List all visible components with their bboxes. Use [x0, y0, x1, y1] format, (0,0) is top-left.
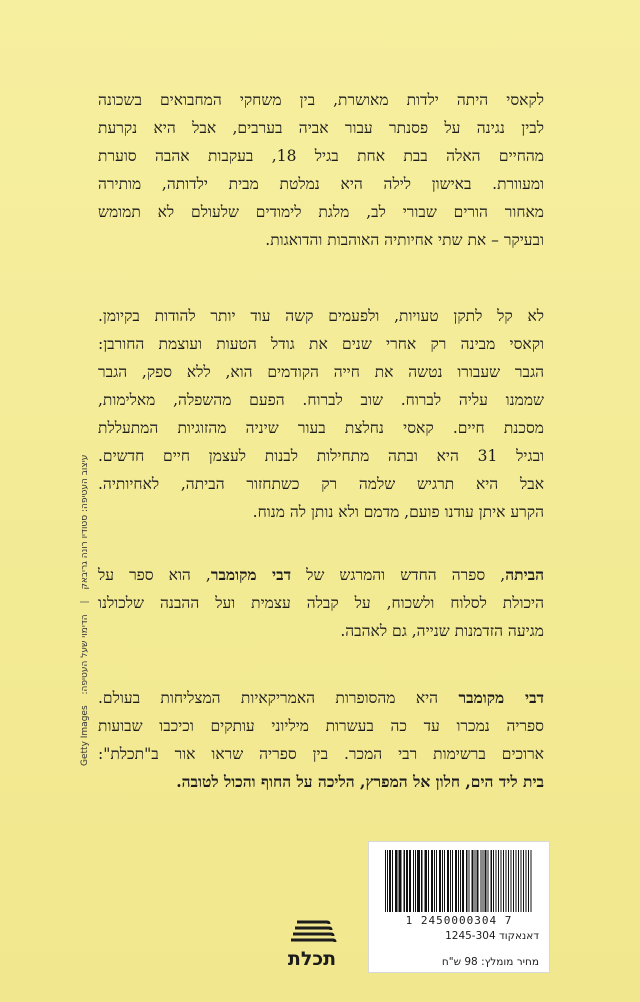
barcode-bar — [434, 850, 435, 912]
barcode-bar — [528, 850, 529, 912]
barcode-bar — [508, 850, 509, 912]
other-titles-bold — [98, 768, 544, 796]
synopsis-paragraph-1 — [98, 86, 544, 254]
cover-image-credit: הדימוי שעל העטיפה: — [80, 614, 90, 695]
text-line: ומעוורת. באישון לילה היא נמלטת מבית ילדותה, מותירה — [98, 175, 544, 193]
barcode-bar — [488, 850, 489, 912]
synopsis-paragraph-2 — [98, 302, 544, 526]
text-line: ספריה נמכרו עד כה בעשרות מיליוני עותקים וכיכבו שבועות — [98, 717, 544, 735]
text-line: מהחיים האלה בבת אחת בגיל 18, בעקבות אהבה סוערת — [98, 147, 544, 165]
barcode-number: 1 2450000304 7 — [405, 914, 513, 927]
text-line: הגבר שעבורו נטשה את חייה הקודמים הוא, ללא ספק, הגבר — [98, 363, 544, 381]
barcode-bar — [404, 850, 406, 912]
barcode-title-code: דאנאקוד 1245-304 — [445, 930, 539, 942]
text-line: לבין נגינה על פסנתר עבור אביה בערבים, אבל היא נקרעת — [98, 119, 544, 137]
barcode-bar — [481, 850, 482, 912]
text-line: וקאסי מבינה רק אחרי שנים את גודל הטעות ועוצמת החורבן: — [98, 335, 544, 353]
text-line: מאחור הורים שבורי לב, מלגת לימודים שלעולם לא תמומש — [98, 203, 544, 221]
barcode-sticker — [368, 841, 550, 973]
book-titles-list: בית ליד הים, חלון אל המפרץ, הליכה על החוף והכול לטובה. — [176, 772, 544, 791]
stacked-lines-icon — [283, 918, 341, 948]
barcode-bar — [521, 850, 522, 912]
barcode-bar — [460, 850, 461, 912]
text-line: הקרע איתן עודנו פועם, מדמם ולא נותן לה מנוח. — [252, 503, 544, 521]
barcode-bar — [425, 850, 428, 912]
barcode-bar — [523, 850, 524, 912]
barcode-bar — [506, 850, 507, 912]
text-line: ארוכים ברשימות רבי המכר. בין ספריה שראו אור ב"תכלת": — [98, 745, 544, 763]
text-line: לקאסי היתה ילדות מאושרת, בין משחקי המחבואים בשכונה — [98, 91, 544, 109]
barcode-bar — [491, 850, 493, 912]
credit-separator: | — [80, 600, 90, 604]
cover-design-credit: עיצוב העטיפה: סטודיו רונה גריבאק — [80, 454, 90, 590]
barcode-bar — [477, 850, 479, 912]
barcode-bar — [442, 850, 443, 912]
barcode-bar — [421, 850, 423, 912]
text-line: ובעיקר – את שתי אחיותיה האוהבות והדואגות. — [265, 231, 544, 249]
image-source: Getty Images — [80, 705, 90, 766]
barcode-bar — [439, 850, 441, 912]
barcode-bar — [415, 850, 416, 912]
barcode-bar — [498, 850, 499, 912]
text-line: ובגיל 31 היא ובתה מתחילות לבנות לעצמן חיים חדשים. — [98, 447, 544, 465]
barcode-bar — [406, 850, 408, 912]
barcode-bar — [444, 850, 445, 912]
barcode-bar — [462, 850, 464, 912]
text-line: אבל היא תרגיש שלמה רק כשתחזור הביתה, לאחיותיה. — [98, 475, 544, 493]
barcode-bar — [526, 850, 527, 912]
barcode-bar — [389, 850, 391, 912]
text-line: מגיעה הזדמנות שנייה, גם לאהבה. — [340, 622, 544, 640]
barcode-bar — [472, 850, 474, 912]
barcode-bar — [387, 850, 388, 912]
author-bio-paragraph — [98, 684, 544, 796]
barcode-bar — [469, 850, 470, 912]
text-fragment: , ספרה החדש והמרגש של — [291, 566, 506, 584]
author-name-bold: דבי מקומבר — [458, 688, 545, 707]
barcode-bar — [409, 850, 411, 912]
text-line: לא קל לתקן טעויות, ולפעמים קשה עוד יותר להודות בקיומן. — [98, 307, 544, 325]
text-line: היכולת לסלוח ולשכוח, על קבלה עצמית ועל ההבנה שלכולנו — [98, 594, 544, 612]
author-name-bold: דבי מקומבר — [210, 565, 292, 584]
barcode-bar — [436, 850, 437, 912]
recommended-price: מחיר מומלץ: 98 ש"ח — [441, 956, 539, 968]
barcode-bars — [383, 850, 535, 912]
text-line: מסכנת חיים. קאסי נחלצת בעור שיניה מהזוגיות המתעללת — [98, 419, 544, 437]
barcode-bar — [503, 850, 504, 912]
barcode-bar — [518, 850, 519, 912]
barcode-bar — [475, 850, 476, 912]
barcode-bar — [428, 850, 429, 912]
barcode-bar — [395, 850, 398, 912]
barcode-bar — [511, 850, 512, 912]
barcode-bar — [417, 850, 420, 912]
barcode-bar — [516, 850, 517, 912]
barcode-bar — [458, 850, 459, 912]
barcode-bar — [385, 850, 386, 912]
publisher-name: תכלת — [287, 948, 337, 970]
text-fragment: היא מהסופרות האמריקאיות המצליחות בעולם. — [98, 689, 459, 707]
barcode-bar — [483, 850, 484, 912]
barcode-bar — [450, 850, 451, 912]
barcode-bar — [392, 850, 393, 912]
barcode-bar — [452, 850, 453, 912]
text-fragment: , הוא ספר על — [98, 566, 211, 584]
cover-credits — [80, 451, 90, 770]
barcode-bar — [496, 850, 497, 912]
barcode-bar — [455, 850, 457, 912]
text-line — [98, 561, 544, 589]
text-line — [98, 684, 544, 712]
barcode-bar — [531, 850, 532, 912]
synopsis-paragraph-3 — [98, 561, 544, 645]
barcode-bar — [466, 850, 468, 912]
barcode-bar — [413, 850, 414, 912]
publisher-logo — [283, 918, 341, 974]
barcode-bar — [485, 850, 487, 912]
barcode-bar — [431, 850, 433, 912]
barcode-bar — [493, 850, 494, 912]
text-line: שממנו עליה לברוח. שוב לברוח. הפעם מהשפלה, מאלימות, — [98, 391, 544, 409]
barcode-bar — [447, 850, 449, 912]
barcode-bar — [399, 850, 402, 912]
barcode-bar — [501, 850, 502, 912]
book-title-bold: הביתה — [505, 565, 545, 584]
barcode-bar — [513, 850, 514, 912]
